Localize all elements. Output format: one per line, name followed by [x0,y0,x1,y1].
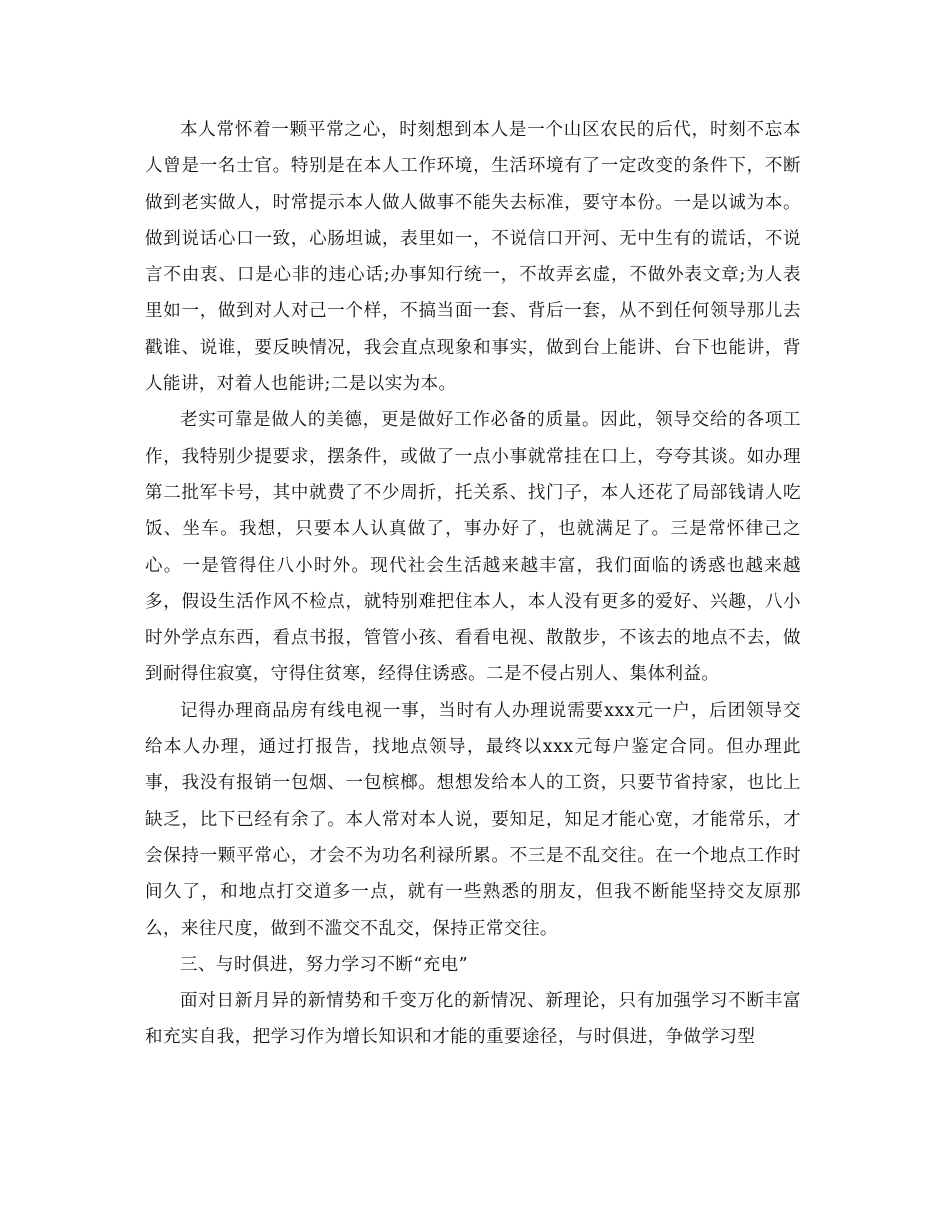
paragraph-3: 记得办理商品房有线电视一事，当时有人办理说需要xxx元一户，后团领导交给本人办理，通过打报告，找地点领导，最终以xxx元每户鉴定合同。但办理此事，我没有报销一包烟、一包槟榔。想想发给本人的工资，只要节省持家，也比上缺乏，比下已经有余了。本人常对本人说，要知足，知足才能心宽，才能常乐，才会保持一颗平常心，才会不为功名利禄所累。不三是不乱交往。在一个地点工作时间久了，和地点打交道多一点，就有一些熟悉的朋友，但我不断能坚持交友原那么，来往尺度，做到不滥交不乱交，保持正常交往。 [145,700,801,939]
section-heading: 三、与时俱进，努力学习不断“充电” [180,954,469,975]
document-page [145,112,801,1056]
paragraph-4: 面对日新月异的新情势和千变万化的新情况、新理论，只有加强学习不断丰富和充实自我，把学习作为增长知识和才能的重要途径，与时俱进，争做学习型 [145,991,801,1048]
paragraph-2: 老实可靠是做人的美德，更是做好工作必备的质量。因此，领导交给的各项工作，我特别少提要求，摆条件，或做了一点小事就常挂在口上，夸夸其谈。如办理第二批军卡号，其中就费了不少周折，托关系、找门子，本人还花了局部钱请人吃饭、坐车。我想，只要本人认真做了，事办好了，也就满足了。三是常怀律己之心。一是管得住八小时外。现代社会生活越来越丰富，我们面临的诱惑也越来越多，假设生活作风不检点，就特别难把住本人，本人没有更多的爱好、兴趣，八小时外学点东西，看点书报，管管小孩、看看电视、散散步，不该去的地点不去，做到耐得住寂寞，守得住贫寒，经得住诱惑。二是不侵占别人、集体利益。 [145,410,801,685]
paragraph-1: 本人常怀着一颗平常之心，时刻想到本人是一个山区农民的后代，时刻不忘本人曾是一名士官。特别是在本人工作环境，生活环境有了一定改变的条件下，不断做到老实做人，时常提示本人做人做事不能失去标准，要守本份。一是以诚为本。做到说话心口一致，心肠坦诚，表里如一，不说信口开河、无中生有的谎话，不说言不由衷、口是心非的违心话;办事知行统一，不故弄玄虚，不做外表文章;为人表里如一，做到对人对己一个样，不搞当面一套、背后一套，从不到任何领导那儿去戳谁、说谁，要反映情况，我会直点现象和事实，做到台上能讲、台下也能讲，背人能讲，对着人也能讲;二是以实为本。 [145,120,801,395]
